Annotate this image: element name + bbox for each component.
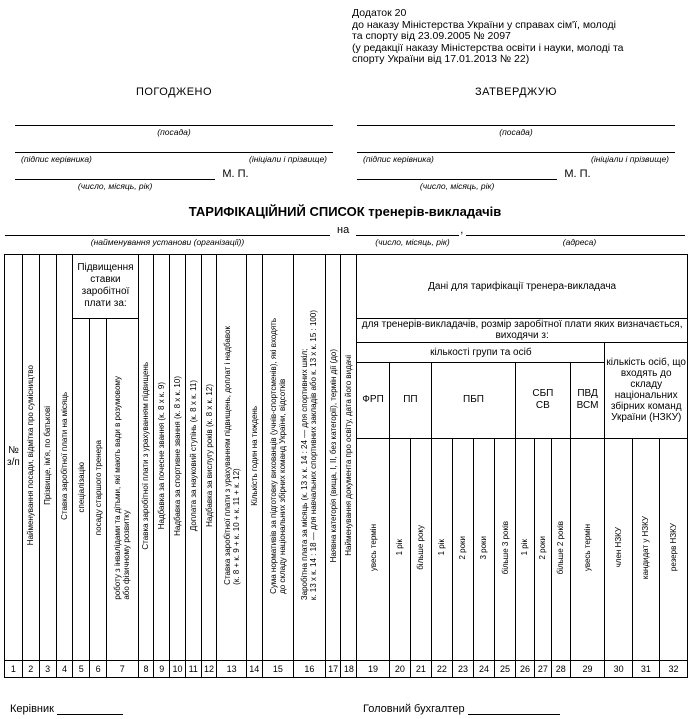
chief-accountant-label: Головний бухгалтер bbox=[363, 702, 465, 715]
group-frp-header: ФРП bbox=[357, 362, 390, 438]
col-number-32: 32 bbox=[660, 660, 688, 677]
group-pvd-vsm-header: ПВД ВСМ bbox=[570, 362, 605, 438]
director-label: Керівник bbox=[10, 702, 54, 715]
tarification-table bbox=[4, 254, 688, 678]
nzku-count-header: кількість осіб, що входять до складу національних збірних команд України (НЗКУ) bbox=[605, 342, 688, 438]
col-number-31: 31 bbox=[632, 660, 659, 677]
appendix-line: (у редакції наказу Міністерства освіти і науки, молоді та bbox=[352, 41, 624, 54]
col-number-26: 26 bbox=[516, 660, 535, 677]
col-header-13: Ставка заробітної плати з урахуванням підвищень, доплат і надбавок (к. 8 + к. 9 + к. 10 + к. 11 + к. 12) bbox=[217, 254, 246, 660]
address-field[interactable] bbox=[466, 222, 685, 236]
col-number-7: 7 bbox=[107, 660, 139, 677]
date-row bbox=[15, 166, 333, 180]
col-number-20: 20 bbox=[389, 660, 410, 677]
col-header-15: Сума нормативів за підготовку вихованців (учнів-спортсменів), які входять до складу національних збірних команд України, відсотків bbox=[262, 254, 294, 660]
col-header-8: Ставка заробітної плати з урахуванням підвищень bbox=[138, 254, 154, 660]
tarification-date-label: (число, місяць, рік) bbox=[375, 236, 450, 247]
term-header-29: увесь термін bbox=[570, 438, 605, 660]
agreed-title: ПОГОДЖЕНО bbox=[135, 85, 213, 98]
col-header-5: спеціалізацію bbox=[73, 318, 90, 660]
appendix-line: спорту України від 17.01.2013 № 22) bbox=[352, 53, 530, 65]
group-pp-header: ПП bbox=[389, 362, 431, 438]
term-header-30: член НЗКУ bbox=[605, 438, 632, 660]
col-number-12: 12 bbox=[201, 660, 217, 677]
term-header-23: 2 роки bbox=[452, 438, 473, 660]
org-date-address-labels bbox=[5, 237, 685, 247]
term-header-25: більше 3 років bbox=[495, 438, 516, 660]
col-number-17: 17 bbox=[325, 660, 341, 677]
approval-block-agreed bbox=[15, 86, 333, 191]
org-date-address-row bbox=[5, 221, 685, 236]
director-signature-field[interactable] bbox=[57, 702, 123, 715]
date-field[interactable] bbox=[15, 166, 215, 180]
appendix-line: та спорту від 23.09.2005 № 2097 bbox=[352, 30, 511, 42]
seal-label: М. П. bbox=[564, 167, 591, 180]
tarification-date-field[interactable] bbox=[356, 222, 459, 236]
date-label: (число, місяць, рік) bbox=[419, 180, 495, 191]
col-number-18: 18 bbox=[341, 660, 357, 677]
term-header-22: 1 рік bbox=[431, 438, 452, 660]
col-number-16: 16 bbox=[294, 660, 326, 677]
chief-accountant-block bbox=[363, 702, 560, 715]
col-header-2: Найменування посади, відмітка про сумісництво bbox=[22, 254, 39, 660]
seal-label: М. П. bbox=[222, 167, 249, 180]
term-header-24: 3 роки bbox=[473, 438, 494, 660]
col-number-5: 5 bbox=[73, 660, 90, 677]
group-pbp-header: ПБП bbox=[431, 362, 515, 438]
col-header-12: Надбавка за вислугу років (к. 8 х к. 12) bbox=[201, 254, 217, 660]
col-number-21: 21 bbox=[410, 660, 431, 677]
col-header-18: Найменування документа про освіту, дата його видачі bbox=[341, 254, 357, 660]
col-header-14: Кількість годин на тиждень bbox=[246, 254, 262, 660]
date-row bbox=[357, 166, 675, 180]
col-number-30: 30 bbox=[605, 660, 632, 677]
col-number-10: 10 bbox=[170, 660, 186, 677]
initials-label: (ініціали і прізвище) bbox=[249, 153, 327, 164]
col-number-9: 9 bbox=[154, 660, 170, 677]
col-header-6: посаду старшого тренера bbox=[90, 318, 107, 660]
signature-field[interactable] bbox=[15, 137, 333, 153]
col-number-27: 27 bbox=[534, 660, 551, 677]
chief-accountant-signature-field[interactable] bbox=[468, 702, 560, 715]
signature-field[interactable] bbox=[357, 137, 675, 153]
appendix-line: до наказу Міністерства України у справах сім'ї, молоді bbox=[352, 18, 616, 31]
col-number-3: 3 bbox=[39, 660, 56, 677]
approval-section bbox=[15, 86, 675, 191]
preposition-na: на bbox=[337, 223, 350, 236]
col-number-25: 25 bbox=[495, 660, 516, 677]
col-number-6: 6 bbox=[90, 660, 107, 677]
col-number-29: 29 bbox=[570, 660, 605, 677]
col-number-14: 14 bbox=[246, 660, 262, 677]
director-block bbox=[10, 702, 123, 715]
term-header-21: більше року bbox=[410, 438, 431, 660]
position-field[interactable] bbox=[15, 114, 333, 126]
page-title bbox=[0, 204, 690, 219]
col-number-8: 8 bbox=[138, 660, 154, 677]
position-label: (посада) bbox=[157, 126, 191, 137]
col-number-23: 23 bbox=[452, 660, 473, 677]
col-header-10: Надбавка за спортивне звання (к. 8 х к. 10) bbox=[170, 254, 186, 660]
col-number-11: 11 bbox=[185, 660, 201, 677]
org-name-field[interactable] bbox=[5, 222, 330, 236]
col-number-19: 19 bbox=[357, 660, 390, 677]
signature-label: (підпис керівника) bbox=[363, 153, 434, 164]
groups-count-header: кількості групи та осіб bbox=[357, 342, 605, 362]
appendix-line: Додаток 20 bbox=[352, 7, 407, 19]
address-label: (адреса) bbox=[562, 236, 597, 247]
footer-signatures bbox=[10, 702, 690, 715]
for-trainers-group-header: для тренерів-викладачів, розмір заробітної плати яких визначається, виходячи з: bbox=[357, 318, 688, 342]
col-number-28: 28 bbox=[551, 660, 570, 677]
col-header-16: Заробітна плата за місяць (к. 13 х к. 14 : 24 — для спортивних шкіл; к. 13 х к. 14 : 18 — для навчальних спортивних закладів або к. 13 х к. 15 : 100) bbox=[294, 254, 326, 660]
col-number-2: 2 bbox=[22, 660, 39, 677]
raise-group-header: Підвищення ставки заробітної плати за: bbox=[73, 254, 138, 318]
signature-label: (підпис керівника) bbox=[21, 153, 92, 164]
group-sbp-sv-header: СБП СВ bbox=[516, 362, 571, 438]
term-header-19: увесь термін bbox=[357, 438, 390, 660]
col-number-13: 13 bbox=[217, 660, 246, 677]
term-header-27: 2 роки bbox=[534, 438, 551, 660]
initials-label: (ініціали і прізвище) bbox=[591, 153, 669, 164]
col-number-1: 1 bbox=[5, 660, 23, 677]
column-numbers-row bbox=[5, 660, 688, 677]
term-header-26: 1 рік bbox=[516, 438, 535, 660]
term-header-31: кандидат у НЗКУ bbox=[632, 438, 659, 660]
col-number-24: 24 bbox=[473, 660, 494, 677]
position-field[interactable] bbox=[357, 114, 675, 126]
col-header-11: Доплата за науковий ступінь (к. 8 х к. 11) bbox=[185, 254, 201, 660]
col-number-15: 15 bbox=[262, 660, 294, 677]
position-label: (посада) bbox=[499, 126, 533, 137]
date-label: (число, місяць, рік) bbox=[77, 180, 153, 191]
appendix-block bbox=[352, 8, 684, 66]
term-header-32: резерв НЗКУ bbox=[660, 438, 688, 660]
signature-labels bbox=[357, 153, 675, 164]
col-header-7: роботу з інвалідами та дітьми, які мають вади в розумовому або фізичному розвитку bbox=[107, 318, 139, 660]
col-header-1: № з/п bbox=[5, 254, 23, 660]
term-header-28: більше 2 років bbox=[551, 438, 570, 660]
date-field[interactable] bbox=[357, 166, 557, 180]
org-name-label: (найменування установи (організації)) bbox=[90, 236, 245, 247]
header-row-1 bbox=[5, 254, 688, 318]
term-header-20: 1 рік bbox=[389, 438, 410, 660]
col-number-4: 4 bbox=[56, 660, 73, 677]
col-header-9: Надбавка за почесне звання (к. 8 х к. 9) bbox=[154, 254, 170, 660]
col-header-4: Ставка заробітної плати на місяць bbox=[56, 254, 73, 660]
col-header-17: Наявна категорія (вища, І, ІІ, без категорії), термін дії (до) bbox=[325, 254, 341, 660]
comma: , bbox=[460, 223, 464, 236]
signature-labels bbox=[15, 153, 333, 164]
approval-block-approved bbox=[357, 86, 675, 191]
page-title-suffix: тренерів-викладачів bbox=[368, 203, 502, 219]
col-number-22: 22 bbox=[431, 660, 452, 677]
approved-title: ЗАТВЕРДЖУЮ bbox=[474, 85, 558, 98]
data-group-header: Дані для тарифікації тренера-викладача bbox=[357, 254, 688, 318]
page-title-main: ТАРИФІКАЦІЙНИЙ СПИСОК bbox=[188, 203, 365, 219]
col-header-3: Прізвище, ім'я, по батькові bbox=[39, 254, 56, 660]
